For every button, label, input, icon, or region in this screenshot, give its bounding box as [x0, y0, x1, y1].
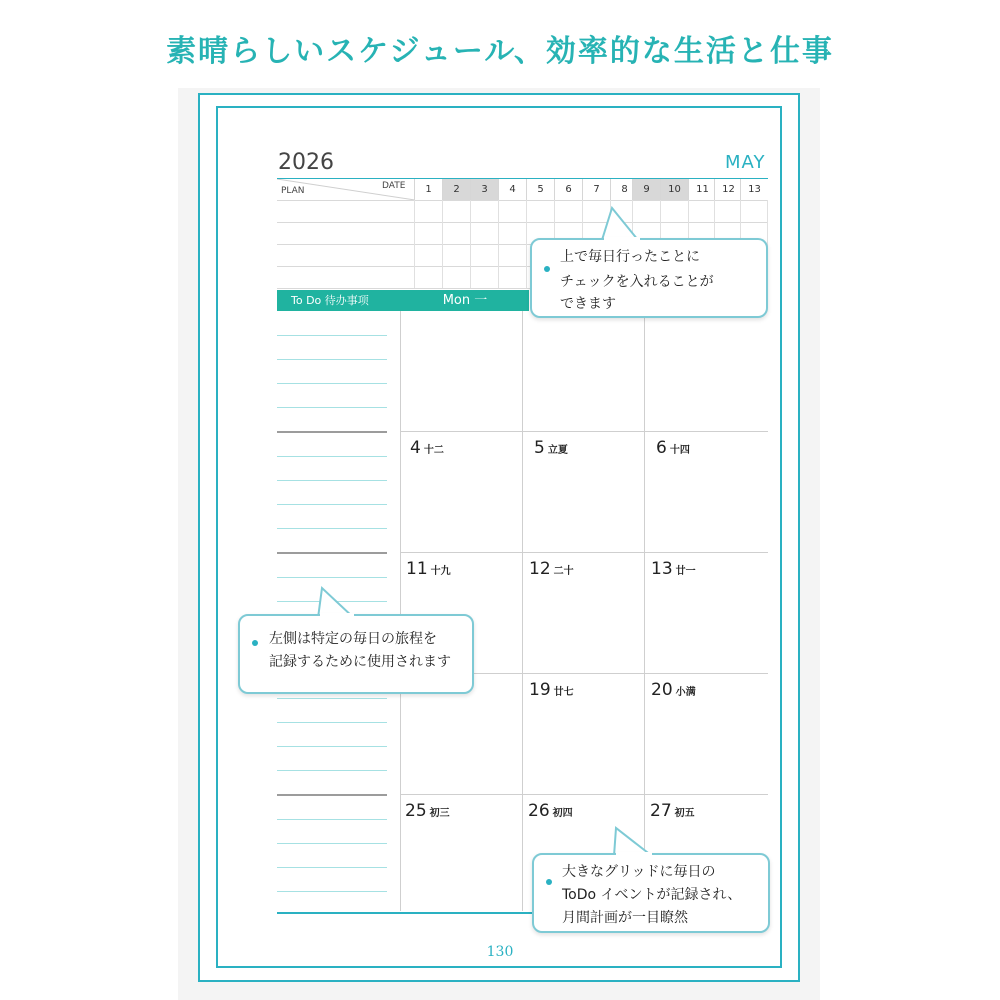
lunar-date: 十二 [423, 445, 444, 456]
planner-page-border [216, 106, 782, 968]
day-number: 26 [528, 801, 550, 821]
todo-line [277, 722, 387, 723]
lunar-date: 十四 [669, 445, 690, 456]
callout-text: 大きなグリッドに毎日の [562, 864, 716, 880]
date-header-cell: 11 [688, 179, 716, 200]
lunar-date: 初四 [552, 808, 573, 819]
date-header-cell: 7 [582, 179, 610, 200]
todo-line [277, 770, 387, 771]
date-header-cell: 1 [414, 179, 442, 200]
date-label: DATE [382, 181, 406, 191]
plan-column [526, 200, 527, 288]
callout-tail [600, 208, 640, 240]
callout-top [530, 238, 768, 318]
callout-text: できます [560, 296, 616, 312]
callout-text: 左側は特定の毎日の旅程を [269, 631, 437, 647]
todo-line [277, 746, 387, 747]
callout-tail-join [320, 613, 354, 617]
lunar-date: 立夏 [547, 445, 568, 456]
lunar-date: 廿七 [553, 687, 574, 698]
todo-line [277, 456, 387, 457]
bullet-icon [544, 266, 550, 272]
todo-line [277, 891, 387, 892]
lunar-date: 廿一 [675, 566, 696, 577]
date-header-cell: 10 [660, 179, 688, 200]
todo-separator [277, 794, 387, 796]
day-number: 12 [529, 559, 551, 579]
callout-tail-join [616, 852, 652, 856]
day-cell[interactable] [534, 438, 568, 458]
day-cell[interactable] [650, 801, 695, 821]
date-header-cell: 13 [740, 179, 768, 200]
plan-column [414, 200, 415, 288]
callout-tail-join [604, 237, 640, 241]
plan-column [442, 200, 443, 288]
day-cell[interactable] [405, 801, 450, 821]
plan-line [277, 200, 768, 201]
date-header-cell: 8 [610, 179, 638, 200]
todo-line [277, 335, 387, 336]
plan-column [470, 200, 471, 288]
todo-line [277, 867, 387, 868]
date-header-cell: 3 [470, 179, 498, 200]
todo-separator [277, 431, 387, 433]
todo-line [277, 528, 387, 529]
bullet-icon [546, 879, 552, 885]
day-number: 4 [410, 438, 421, 458]
year-label: 2026 [278, 150, 334, 175]
day-cell[interactable] [529, 680, 574, 700]
callout-text: ToDo イベントが記録され、 [562, 887, 742, 903]
lunar-date: 二十 [553, 566, 574, 577]
date-header-cell: 5 [526, 179, 554, 200]
calendar-row-line [400, 794, 768, 795]
day-cell[interactable] [410, 438, 444, 458]
day-number: 11 [406, 559, 428, 579]
todo-line [277, 819, 387, 820]
todo-line [277, 698, 387, 699]
day-cell[interactable] [656, 438, 690, 458]
todo-line [277, 504, 387, 505]
plan-date-diagonal [277, 179, 415, 200]
page-number: 130 [486, 944, 514, 960]
callout-text: 上で毎日行ったことに [560, 249, 700, 265]
calendar-divider [400, 311, 401, 911]
day-number: 19 [529, 680, 551, 700]
todo-line [277, 577, 387, 578]
date-header-cell: 4 [498, 179, 526, 200]
calendar-row-line [400, 431, 768, 432]
day-number: 13 [651, 559, 673, 579]
month-label: MAY [725, 152, 766, 173]
day-number: 27 [650, 801, 672, 821]
todo-header-bar: To Do 待办事项 [277, 290, 401, 311]
todo-line [277, 383, 387, 384]
todo-line [277, 843, 387, 844]
todo-line [277, 359, 387, 360]
day-number: 20 [651, 680, 673, 700]
headline: 素晴らしいスケジュール、効率的な生活と仕事 [166, 34, 834, 69]
callout-text: 記録するために使用されます [269, 654, 451, 670]
todo-separator [277, 552, 387, 554]
date-header-cell: 2 [442, 179, 470, 200]
plan-line [277, 222, 768, 223]
callout-bottom [532, 853, 770, 933]
lunar-date: 初五 [674, 808, 695, 819]
lunar-date: 十九 [430, 566, 451, 577]
plan-column [498, 200, 499, 288]
todo-line [277, 407, 387, 408]
day-number: 6 [656, 438, 667, 458]
lunar-date: 小满 [675, 687, 696, 698]
day-number: 5 [534, 438, 545, 458]
callout-left [238, 614, 474, 694]
bullet-icon [252, 640, 258, 646]
day-cell[interactable] [529, 559, 574, 579]
callout-text: 月間計画が一目瞭然 [562, 910, 688, 926]
calendar-row-line [400, 552, 768, 553]
calendar-divider [522, 311, 523, 911]
calendar-divider [644, 311, 645, 911]
day-cell[interactable] [651, 559, 696, 579]
day-number: 25 [405, 801, 427, 821]
day-cell[interactable] [406, 559, 451, 579]
date-header-cell: 9 [632, 179, 660, 200]
weekday-header-bar: Mon 一 [401, 290, 529, 311]
todo-line [277, 480, 387, 481]
callout-text: チェックを入れることが [560, 274, 714, 290]
date-header-cell: 12 [714, 179, 742, 200]
lunar-date: 初三 [429, 808, 450, 819]
day-cell[interactable] [528, 801, 573, 821]
day-cell[interactable] [651, 680, 696, 700]
plan-label: PLAN [281, 186, 305, 196]
date-header-cell: 6 [554, 179, 582, 200]
